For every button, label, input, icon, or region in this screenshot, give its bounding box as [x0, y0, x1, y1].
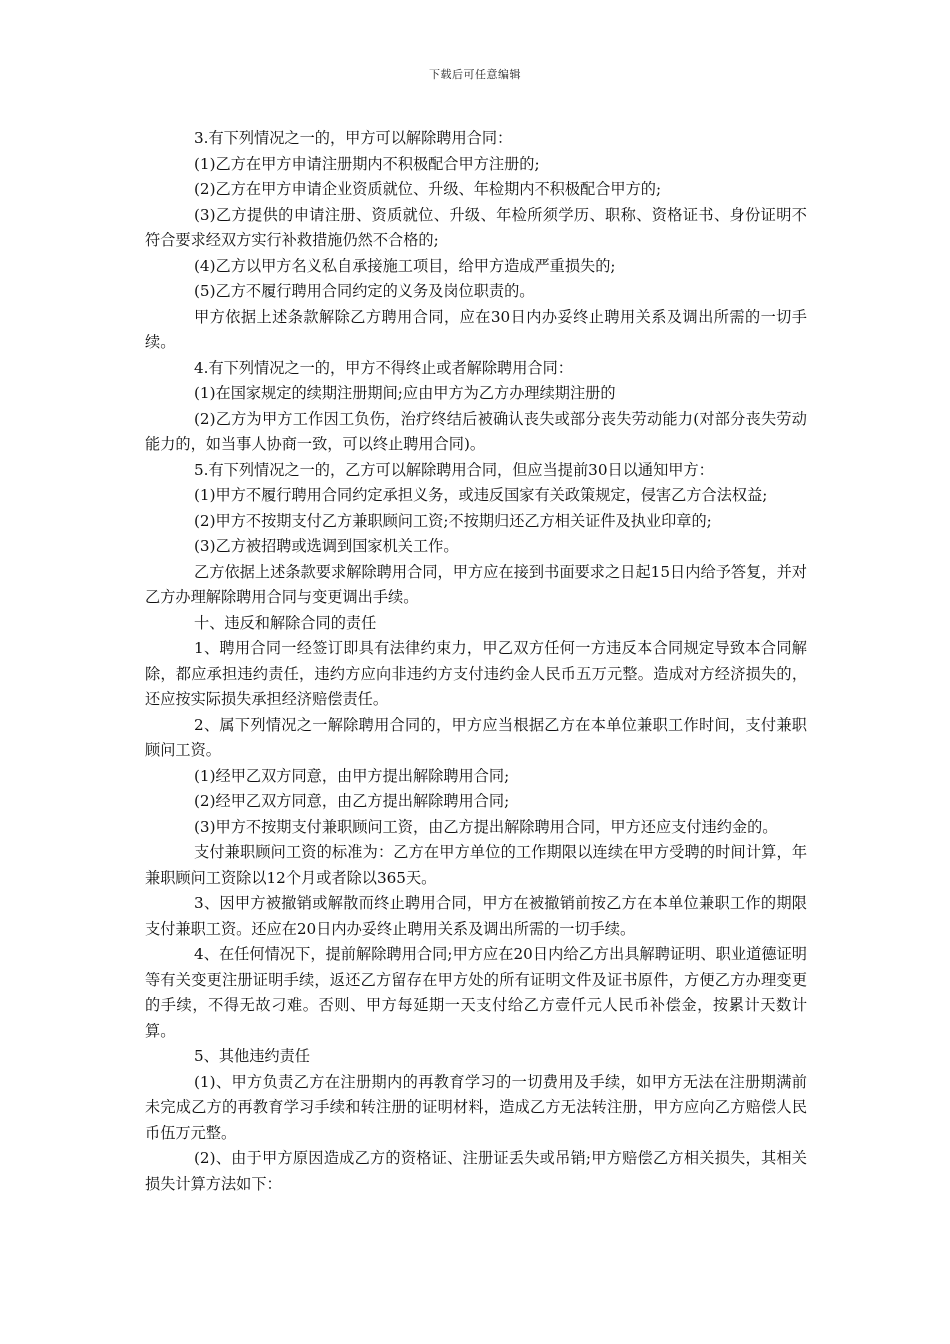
clause-4-item-1: (1)在国家规定的续期注册期间;应由甲方为乙方办理续期注册的 — [194, 384, 616, 402]
clause-3-item-1: (1)乙方在甲方申请注册期内不积极配合甲方注册的; — [194, 154, 540, 173]
section-10-item-2-sub-1: (1)经甲乙双方同意，由甲方提出解除聘用合同; — [194, 766, 510, 785]
clause-4-item-2: (2)乙方为甲方工作因工负伤，治疗终结后被确认丧失或部分丧失劳动能力(对部分丧失劳动能力的，如当事人协商一致，可以终止聘用合同)。 — [145, 409, 807, 453]
section-10-item-3: 3、因甲方被撤销或解散而终止聘用合同，甲方在被撤销前按乙方在本单位兼职工作的期限支付兼职工资。还应在20日内办妥终止聘用关系及调出所需的一切手续。 — [145, 894, 807, 938]
clause-5-item-1: (1)甲方不履行聘用合同约定承担义务，或违反国家有关政策规定，侵害乙方合法权益; — [194, 486, 768, 504]
clause-4-heading: 4.有下列情况之一的，甲方不得终止或者解除聘用合同： — [194, 358, 573, 377]
section-10-item-4: 4、在任何情况下，提前解除聘用合同;甲方应在20日内给乙方出具解聘证明、职业道德证明等有关变更注册证明手续，返还乙方留存在甲方处的所有证明文件及证书原件，方便乙方办理变更的手续，不得无故刁难。否则、甲方每延期一天支付给乙方壹仟元人民币补偿金，按累计天数计算。 — [145, 945, 807, 1040]
clause-3-item-3: (3)乙方提供的申请注册、资质就位、升级、年检所须学历、职称、资格证书、身份证明不符合要求经双方实行补救措施仍然不合格的; — [145, 205, 807, 249]
clause-3-item-2: (2)乙方在甲方申请企业资质就位、升级、年检期内不积极配合甲方的; — [194, 180, 662, 198]
section-10-item-2: 2、属下列情况之一解除聘用合同的，甲方应当根据乙方在本单位兼职工作时间，支付兼职顾问工资。 — [145, 715, 807, 759]
section-10-wage-standard: 支付兼职顾问工资的标准为：乙方在甲方单位的工作期限以连续在甲方受聘的时间计算，年兼职顾问工资除以12个月或者除以365天。 — [145, 843, 807, 887]
section-10-item-5-sub-2: (2)、由于甲方原因造成乙方的资格证、注册证丢失或吊销;甲方赔偿乙方相关损失，其相关损失计算方法如下： — [145, 1149, 807, 1193]
section-10-item-2-sub-2: (2)经甲乙双方同意，由乙方提出解除聘用合同; — [194, 792, 510, 810]
clause-5-heading: 5.有下列情况之一的，乙方可以解除聘用合同，但应当提前30日以通知甲方： — [194, 460, 714, 479]
section-10-item-5-sub-1: (1)、甲方负责乙方在注册期内的再教育学习的一切费用及手续，如甲方无法在注册期满前未完成乙方的再教育学习手续和转注册的证明材料，造成乙方无法转注册，甲方应向乙方赔偿人民币伍万元整。 — [145, 1072, 807, 1142]
section-10-item-5: 5、其他违约责任 — [194, 1047, 310, 1065]
clause-3-item-5: (5)乙方不履行聘用合同约定的义务及岗位职责的。 — [194, 282, 535, 300]
page-header-note: 下载后可任意编辑 — [429, 68, 521, 81]
clause-3-item-4: (4)乙方以甲方名义私自承接施工项目，给甲方造成严重损失的; — [194, 256, 616, 275]
clause-5-item-2: (2)甲方不按期支付乙方兼职顾问工资;不按期归还乙方相关证件及执业印章的; — [194, 511, 712, 530]
clause-5-item-3: (3)乙方被招聘或选调到国家机关工作。 — [194, 537, 459, 555]
clause-5-conclusion: 乙方依据上述条款要求解除聘用合同，甲方应在接到书面要求之日起15日内给予答复，并对乙方办理解除聘用合同与变更调出手续。 — [145, 562, 807, 606]
clause-3-conclusion: 甲方依据上述条款解除乙方聘用合同，应在30日内办妥终止聘用关系及调出所需的一切手续。 — [145, 307, 807, 351]
section-10-item-1: 1、聘用合同一经签订即具有法律约束力，甲乙双方任何一方违反本合同规定导致本合同解除，都应承担违约责任，违约方应向非违约方支付违约金人民币五万元整。造成对方经济损失的，还应按实际损失承担经济赔偿责任。 — [145, 639, 807, 708]
section-10-item-2-sub-3: (3)甲方不按期支付兼职顾问工资，由乙方提出解除聘用合同，甲方还应支付违约金的。 — [194, 817, 778, 836]
document-body — [145, 126, 807, 1197]
clause-3-heading: 3.有下列情况之一的，甲方可以解除聘用合同： — [194, 129, 513, 147]
section-10-heading: 十、违反和解除合同的责任 — [194, 613, 377, 632]
